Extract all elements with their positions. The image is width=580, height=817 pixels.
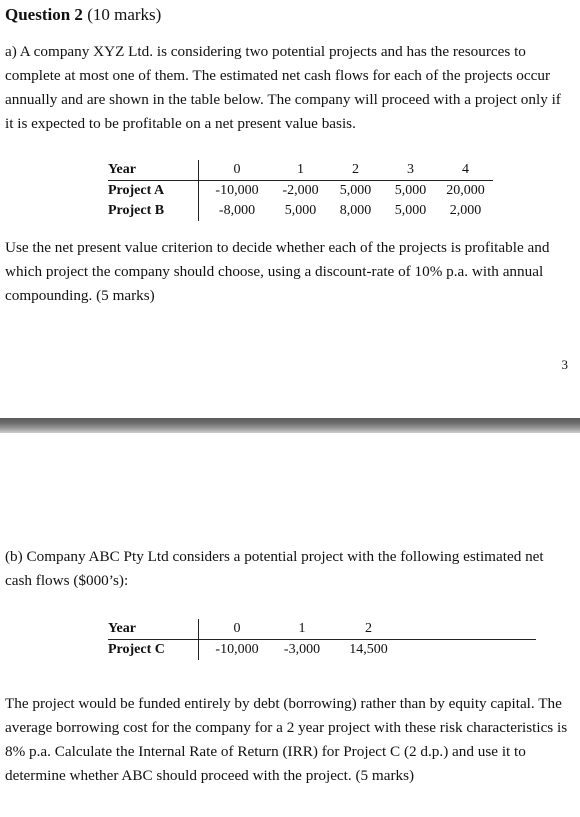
table-spacer <box>406 640 536 661</box>
cash-flow-cell: 14,500 <box>349 642 388 657</box>
cash-flow-table-b <box>108 619 536 660</box>
year-cell: 2 <box>331 619 406 640</box>
year-cell: 1 <box>273 160 328 181</box>
table-row <box>108 181 493 202</box>
cash-flow-cell: 8,000 <box>339 203 372 218</box>
cash-flow-cell: 5,000 <box>339 183 372 198</box>
page-number: 3 <box>561 357 568 372</box>
question-marks: (10 marks) <box>87 5 162 24</box>
table-header-row <box>108 619 536 640</box>
table-row <box>108 201 493 221</box>
year-cell: 1 <box>273 619 331 640</box>
year-cell: 3 <box>383 160 438 181</box>
question-heading <box>5 5 161 25</box>
row-label: Project C <box>108 642 165 657</box>
cash-flow-cell: 5,000 <box>394 203 427 218</box>
table-row <box>108 640 536 661</box>
row-label: Project B <box>108 203 165 218</box>
row-label: Project A <box>108 183 165 198</box>
cash-flow-cell: -2,000 <box>282 183 319 198</box>
part-b-question: The project would be funded entirely by debt (borrowing) rather than by equity capital. The average borrowing cost for the company for a 2 year project with these risk characteristics is 8% p.a. Calculate the Internal Rate of Return (IRR) for Project C (2 d.p.) and use it to determine whether ABC should proceed with the project. (5 marks) <box>5 695 568 784</box>
year-cell: 2 <box>328 160 383 181</box>
year-cell: 0 <box>199 619 274 640</box>
cash-flow-cell: -8,000 <box>199 201 274 221</box>
cash-flow-cell: 20,000 <box>446 183 485 198</box>
table-header-row <box>108 160 493 181</box>
table-spacer <box>406 619 536 640</box>
question-title: Question 2 <box>5 5 83 24</box>
cash-flow-cell: -3,000 <box>283 642 321 657</box>
year-cell: 0 <box>199 160 274 181</box>
part-b-text: (b) Company ABC Pty Ltd considers a potential project with the following estimated net cash flows ($000’s): <box>5 548 544 589</box>
year-cell: 4 <box>438 160 493 181</box>
cash-flow-table-a <box>108 160 493 221</box>
page-divider <box>0 418 580 433</box>
cash-flow-cell: -10,000 <box>199 181 274 202</box>
cash-flow-cell: 2,000 <box>449 203 482 218</box>
part-a-question: Use the net present value criterion to decide whether each of the projects is profitable and which project the company should choose, using a discount-rate of 10% p.a. with annual compounding. (5 marks) <box>5 239 550 304</box>
year-label: Year <box>108 619 199 640</box>
year-label: Year <box>108 160 199 181</box>
cash-flow-cell: -10,000 <box>199 640 274 661</box>
cash-flow-cell: 5,000 <box>394 183 427 198</box>
part-a-text: a) A company XYZ Ltd. is considering two potential projects and has the resources to complete at most one of them. The estimated net cash flows for each of the projects occur annually and are shown in the table below. The company will proceed with a project only if it is expected to be profitable on a net present value basis. <box>5 43 561 132</box>
cash-flow-cell: 5,000 <box>284 203 317 218</box>
